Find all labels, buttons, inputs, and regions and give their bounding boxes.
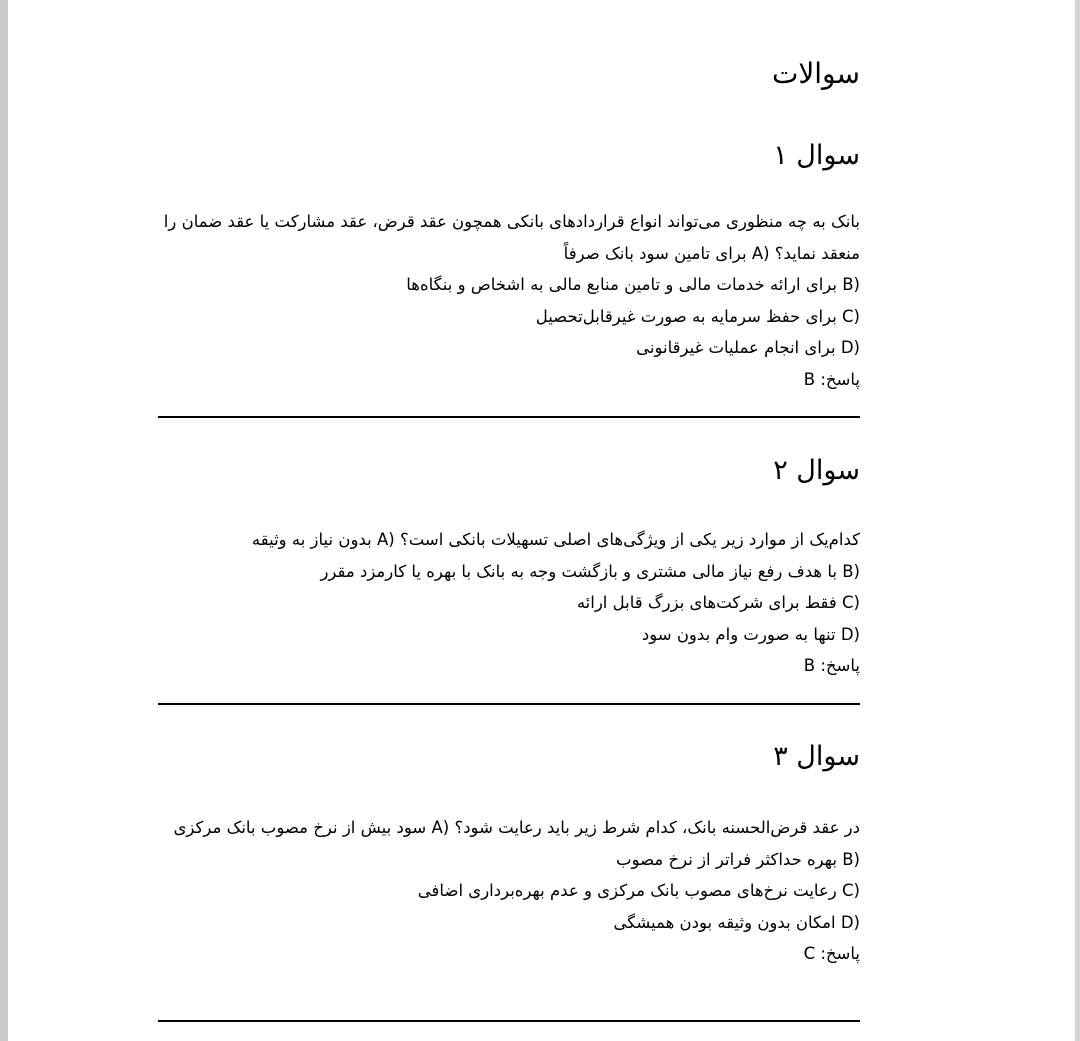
option-text: با هدف رفع نیاز مالی مشتری و بازگشت وجه به بانک با بهره یا کارمزد مقرر [320,561,837,581]
option-b [158,269,860,301]
answer-label: پاسخ: [820,944,860,963]
question-2 [158,453,860,489]
question-1 [158,138,860,174]
answer-label: پاسخ: [820,656,860,675]
question-text-block [158,206,860,269]
option-text: سود بیش از نرخ مصوب بانک مرکزی [173,818,427,837]
question-3-body [158,812,860,970]
option-b [158,556,860,588]
option-letter: C) [842,306,860,326]
option-letter: D) [840,338,860,357]
option-letter: D) [840,624,860,644]
answer-value: C [803,944,816,963]
question-heading: سوال ۱ [773,140,860,171]
option-text: رعایت نرخ‌های مصوب بانک مرکزی و عدم بهره‌برداری اضافی [417,881,837,900]
option-c [158,875,860,907]
question-divider [158,416,860,418]
option-text: فقط برای شرکت‌های بزرگ قابل ارائه [576,593,837,612]
option-letter: B) [842,561,860,581]
option-text: برای تامین سود بانک صرفاً [563,243,747,263]
option-text: بهره حداکثر فراتر از نرخ مصوب [616,849,837,869]
page-edge-right [1075,0,1080,1041]
option-letter: B) [842,849,860,869]
answer-line [158,364,860,396]
option-letter: D) [840,912,860,932]
question-text: در عقد قرض‌الحسنه بانک، کدام شرط زیر باید رعایت شود؟ [454,818,860,837]
answer-label: پاسخ: [820,369,860,389]
option-letter: A) [751,243,770,263]
question-divider [158,1020,860,1022]
option-text: امکان بدون وثیقه بودن همیشگی [613,912,836,932]
option-letter: B) [842,275,860,294]
answer-line [158,650,860,682]
option-c [158,587,860,619]
question-3 [158,739,860,775]
option-text: تنها به صورت وام بدون سود [641,624,836,644]
question-text: بانک به چه منظوری می‌تواند انواع قراردادهای بانکی همچون عقد قرض، عقد مشارکت یا عقد ضمان را منعقد نماید؟ [163,212,860,263]
question-heading: سوال ۳ [773,741,860,772]
option-text: برای ارائه خدمات مالی و تامین منابع مالی به اشخاص و بنگاه‌ها [406,275,837,294]
option-c [158,301,860,333]
option-d [158,619,860,651]
option-letter: A) [376,530,395,549]
document-page [8,0,1075,1041]
question-text-block [158,524,860,556]
option-letter: A) [431,818,450,837]
page-edge-left [0,0,8,1041]
answer-value: B [803,656,816,675]
option-text: برای انجام عملیات غیرقانونی [636,338,836,357]
question-text-block [158,812,860,844]
answer-value: B [803,369,816,389]
option-letter: C) [842,881,860,900]
option-text: برای حفظ سرمایه به صورت غیرقابل‌تحصیل [535,306,837,326]
option-d [158,332,860,364]
page-title: سوالات [771,57,860,90]
question-2-body [158,524,860,682]
option-b [158,844,860,876]
option-text: بدون نیاز به وثیقه [251,530,372,549]
question-1-body [158,206,860,395]
answer-line [158,938,860,970]
option-d [158,907,860,939]
question-divider [158,703,860,705]
option-letter: C) [842,593,860,612]
question-heading: سوال ۲ [773,455,860,486]
question-text: کدام‌یک از موارد زیر یکی از ویژگی‌های اصلی تسهیلات بانکی است؟ [399,530,860,549]
